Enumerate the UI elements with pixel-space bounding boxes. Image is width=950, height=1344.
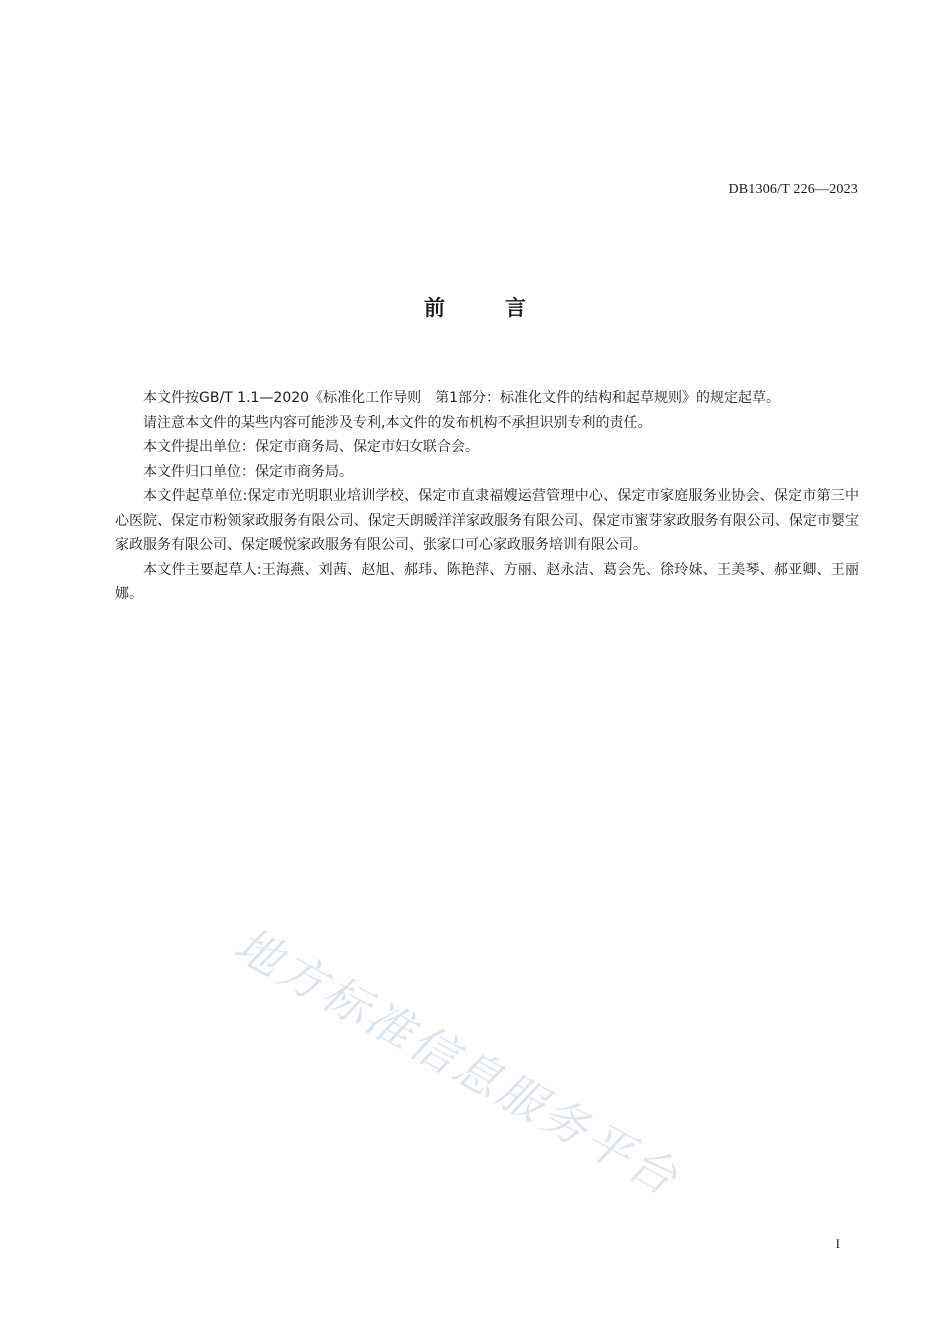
paragraph-drafting-units: 本文件起草单位:保定市光明职业培训学校、保定市直隶福嫂运营管理中心、保定市家庭服务业协会、保定市第三中心医院、保定市粉领家政服务有限公司、保定天朗暖洋洋家政服务有限公司、保定市蜜芽家政服务有限公司、保定市婴宝家政服务有限公司、保定暖悦家政服务有限公司、张家口可心家政服务培训有限公司。 <box>115 488 859 553</box>
foreword-body <box>115 386 859 607</box>
document-code: DB1306/T 226—2023 <box>728 182 858 197</box>
page-title <box>0 292 950 322</box>
watermark-text: 地方标准信息服务平台 <box>225 917 689 1207</box>
paragraph-proposing-unit: 本文件提出单位：保定市商务局、保定市妇女联合会。 <box>143 439 479 455</box>
paragraph-drafting-rules: 本文件按GB/T 1.1—2020《标准化工作导则 第1部分：标准化文件的结构和起草规则》的规定起草。 <box>143 390 780 406</box>
paragraph-main-drafters: 本文件主要起草人:王海燕、刘茜、赵旭、郝玮、陈艳萍、方丽、赵永洁、葛会先、徐玲妹、王美琴、郝亚卿、王丽娜。 <box>115 561 859 602</box>
page-number: I <box>835 1236 840 1251</box>
paragraph-centralized-unit: 本文件归口单位：保定市商务局。 <box>143 463 353 480</box>
title-char-2: 言 <box>505 296 526 320</box>
paragraph-patent-notice: 请注意本文件的某些内容可能涉及专利,本文件的发布机构不承担识别专利的责任。 <box>143 414 652 431</box>
title-char-1: 前 <box>424 296 445 320</box>
